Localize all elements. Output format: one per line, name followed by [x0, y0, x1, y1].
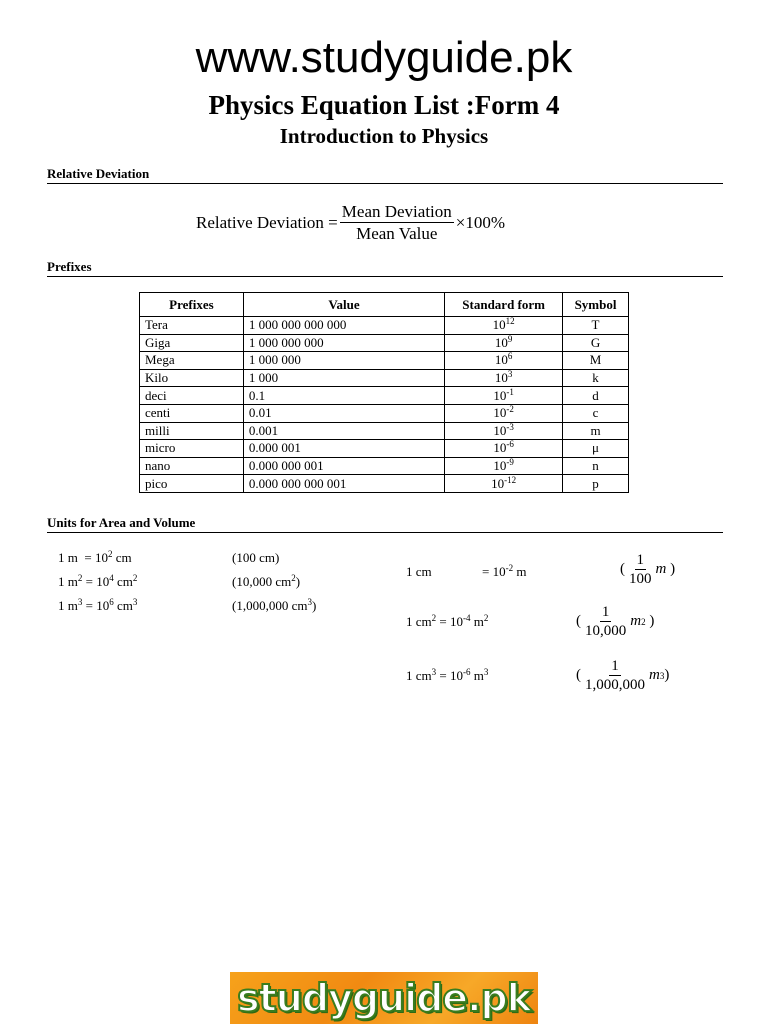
- prefix-symbol: c: [563, 404, 629, 422]
- prefix-standard-form: $10^3$: [445, 369, 563, 387]
- prefix-value: 0.000 000 000 001: [243, 475, 444, 493]
- prefix-symbol: G: [563, 334, 629, 352]
- prefix-standard-form: $10^{-3}$: [445, 422, 563, 440]
- prefix-standard-form: $10^{12}$: [445, 317, 563, 335]
- column-header: Prefixes: [140, 293, 244, 317]
- prefix-name: deci: [140, 387, 244, 405]
- formula-fraction: [340, 202, 454, 244]
- fraction-cm2-to-m2: ( $\frac{1}{10,000}$ m 2 ): [576, 604, 655, 639]
- formula-rhs: ×100%: [455, 213, 506, 232]
- prefix-standard-form: $10^{-6}$: [445, 440, 563, 458]
- prefix-value: 1 000 000 000: [243, 334, 444, 352]
- prefix-name: Kilo: [140, 369, 244, 387]
- prefix-table: [139, 292, 629, 493]
- prefix-value: 0.01: [243, 404, 444, 422]
- prefix-standard-form: $10^6$: [445, 352, 563, 370]
- prefix-name: Mega: [140, 352, 244, 370]
- fraction-cm-to-m: ( $\frac{1}{100}$ m ): [620, 552, 676, 587]
- table-row: [140, 404, 629, 422]
- column-header: Symbol: [563, 293, 629, 317]
- table-row: [140, 369, 629, 387]
- prefix-symbol: k: [563, 369, 629, 387]
- prefix-value: 1 000: [243, 369, 444, 387]
- section-heading-prefixes: Prefixes: [47, 259, 723, 277]
- prefix-name: pico: [140, 475, 244, 493]
- table-row: [140, 387, 629, 405]
- prefix-value: 1 000 000: [243, 352, 444, 370]
- prefix-value: 0.001: [243, 422, 444, 440]
- prefix-standard-form: $10^9$: [445, 334, 563, 352]
- prefix-symbol: M: [563, 352, 629, 370]
- column-header: Value: [243, 293, 444, 317]
- formula-numerator: Mean Deviation: [341, 202, 452, 221]
- prefix-symbol: T: [563, 317, 629, 335]
- page-title: Physics Equation List :Form 4: [208, 90, 560, 120]
- table-header-row: [140, 293, 629, 317]
- prefix-standard-form: $10^{-9}$: [445, 457, 563, 475]
- prefix-standard-form: $10^{-2}$: [445, 404, 563, 422]
- relative-deviation-formula: [196, 200, 505, 246]
- section-heading-units: Units for Area and Volume: [47, 515, 723, 533]
- prefix-name: Giga: [140, 334, 244, 352]
- prefix-value: 0.1: [243, 387, 444, 405]
- prefix-name: micro: [140, 440, 244, 458]
- table-row: [140, 457, 629, 475]
- table-row: [140, 334, 629, 352]
- page-subtitle: Introduction to Physics: [279, 124, 489, 148]
- prefix-name: nano: [140, 457, 244, 475]
- formula-lhs: Relative Deviation =: [196, 213, 338, 232]
- prefix-standard-form: $10^{-12}$: [445, 475, 563, 493]
- prefix-symbol: p: [563, 475, 629, 493]
- fraction-cm3-to-m3: ( $\frac{1}{1,000,000}$ m 3 ): [576, 658, 670, 693]
- section-heading-relative-deviation: Relative Deviation: [47, 166, 723, 184]
- prefix-value: 0.000 000 001: [243, 457, 444, 475]
- prefix-value: 1 000 000 000 000: [243, 317, 444, 335]
- table-row: [140, 422, 629, 440]
- studyguide-logo: [230, 972, 538, 1024]
- prefix-symbol: m: [563, 422, 629, 440]
- prefix-name: Tera: [140, 317, 244, 335]
- column-header: Standard form: [445, 293, 563, 317]
- table-row: [140, 317, 629, 335]
- formula-denominator: Mean Value: [356, 224, 438, 243]
- prefix-symbol: μ: [563, 440, 629, 458]
- site-url: www.studyguide.pk: [195, 33, 573, 82]
- prefix-value: 0.000 001: [243, 440, 444, 458]
- prefix-standard-form: $10^{-1}$: [445, 387, 563, 405]
- logo-text: studyguide.pk: [237, 976, 531, 1020]
- table-row: [140, 475, 629, 493]
- prefix-name: milli: [140, 422, 244, 440]
- prefix-symbol: d: [563, 387, 629, 405]
- prefix-name: centi: [140, 404, 244, 422]
- table-row: [140, 440, 629, 458]
- table-row: [140, 352, 629, 370]
- prefix-symbol: n: [563, 457, 629, 475]
